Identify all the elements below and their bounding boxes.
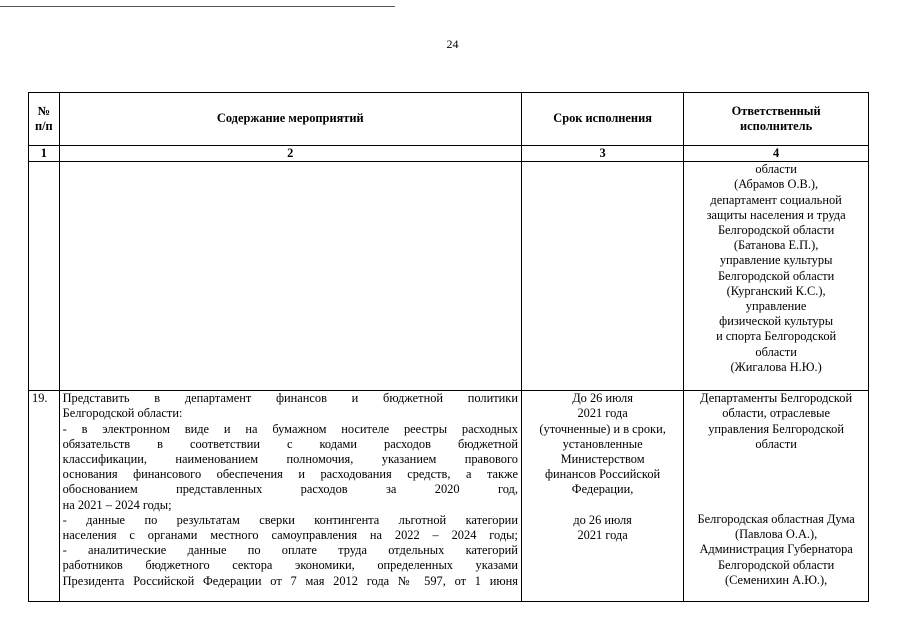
deadline-line: до 26 июля [573, 512, 632, 527]
cell-responsible [684, 391, 869, 602]
responsible-line: (Семенихин А.Ю.), [724, 572, 828, 587]
content-line: основания финансового обеспечения и расходования средств, а также [62, 467, 518, 482]
spacer [687, 497, 865, 512]
responsible-line: департамент социальной [710, 192, 842, 207]
page-number: 24 [446, 37, 459, 51]
measures-table [28, 92, 869, 602]
responsible-line: физической культуры [719, 314, 834, 329]
content-line: обоснованием представленных расходов за 2020 год, [62, 482, 518, 497]
responsible-line: (Курганский К.С.), [726, 283, 826, 298]
content-line: населения с органами местного самоуправления на 2022 – 2024 годы; [62, 528, 518, 543]
header-responsible-line: Ответственный [731, 103, 821, 118]
responsible-line: Белгородская областная Дума [697, 512, 855, 527]
responsible-line: (Батанова Е.П.), [733, 238, 819, 253]
responsible-line: области [755, 344, 797, 359]
responsible-line: (Жигалова Н.Ю.) [730, 359, 822, 374]
cell-content-empty [59, 162, 521, 391]
header-num [29, 93, 60, 146]
col-number: 2 [59, 146, 521, 162]
spacer [687, 482, 865, 497]
responsible-line: (Абрамов О.В.), [734, 177, 819, 192]
deadline-line: До 26 июля [572, 391, 633, 406]
header-num-line: п/п [34, 119, 53, 133]
responsible-line: управления Белгородской [708, 421, 844, 436]
deadline-line: (уточненные) и в сроки, [539, 421, 666, 436]
content-line: - в электронном виде и на бумажном носителе реестры расходных [62, 421, 518, 436]
content-line: - аналитические данные по оплате труда отдельных категорий [62, 543, 518, 558]
spacer [687, 452, 865, 467]
responsible-line: Администрация Губернатора [699, 542, 853, 557]
responsible-line: Белгородской области [717, 223, 835, 238]
responsible-line: области [755, 162, 797, 177]
deadline-line: финансов Российской [545, 467, 661, 482]
responsible-line: управление культуры [719, 253, 833, 268]
deadline-line: 2021 года [577, 527, 628, 542]
cell-deadline [521, 391, 683, 602]
deadline-line: установленные [562, 436, 643, 451]
content-line: классификации, наименованием полномочия, указанием правового [62, 452, 518, 467]
table-row-19 [29, 391, 869, 602]
cell-deadline-empty [521, 162, 683, 391]
deadline-line: 2021 года [577, 406, 628, 421]
deadline-line: Федерации, [571, 482, 634, 497]
col-number: 1 [29, 146, 60, 162]
col-number: 4 [684, 146, 869, 162]
responsible-line: защиты населения и труда [706, 207, 846, 222]
responsible-line: области [755, 436, 797, 451]
cell-num: 19. [29, 391, 60, 602]
header-deadline: Срок исполнения [521, 93, 683, 146]
content-line: работников бюджетного сектора экономики, определенных указами [62, 558, 518, 573]
header-num-line: № [37, 103, 51, 118]
responsible-line: области, отраслевые [722, 406, 830, 421]
table-row-continued [29, 162, 869, 391]
responsible-line: управление [745, 299, 807, 314]
responsible-line: Белгородской области [717, 557, 835, 572]
header-content: Содержание мероприятий [59, 93, 521, 146]
content-line: на 2021 – 2024 годы; [62, 497, 172, 512]
col-number: 3 [521, 146, 683, 162]
table-header-row [29, 93, 869, 146]
cell-content [59, 391, 521, 602]
responsible-line: Департаменты Белгородской [700, 391, 853, 406]
deadline-line: Министерством [560, 452, 645, 467]
spacer [687, 467, 865, 482]
header-responsible [684, 93, 869, 146]
cell-num-empty [29, 162, 60, 391]
responsible-line: (Павлова О.А.), [734, 527, 818, 542]
content-line: обязательств в соответствии с кодами расходов бюджетной [62, 436, 518, 451]
responsible-line: и спорта Белгородской [716, 329, 837, 344]
responsible-line: Белгородской области [717, 268, 835, 283]
spacer [525, 498, 680, 513]
content-line: Президента Российской Федерации от 7 мая 2012 года № 597, от 1 июня [62, 573, 518, 588]
top-rule [0, 6, 395, 7]
content-line: - данные по результатам сверки контингента льготной категории [62, 512, 518, 527]
header-responsible-line: исполнитель [740, 119, 813, 133]
content-line: Белгородской области: [62, 406, 183, 421]
column-number-row [29, 146, 869, 162]
cell-responsible [684, 162, 869, 391]
content-line: Представить в департамент финансов и бюджетной политики [62, 391, 518, 406]
